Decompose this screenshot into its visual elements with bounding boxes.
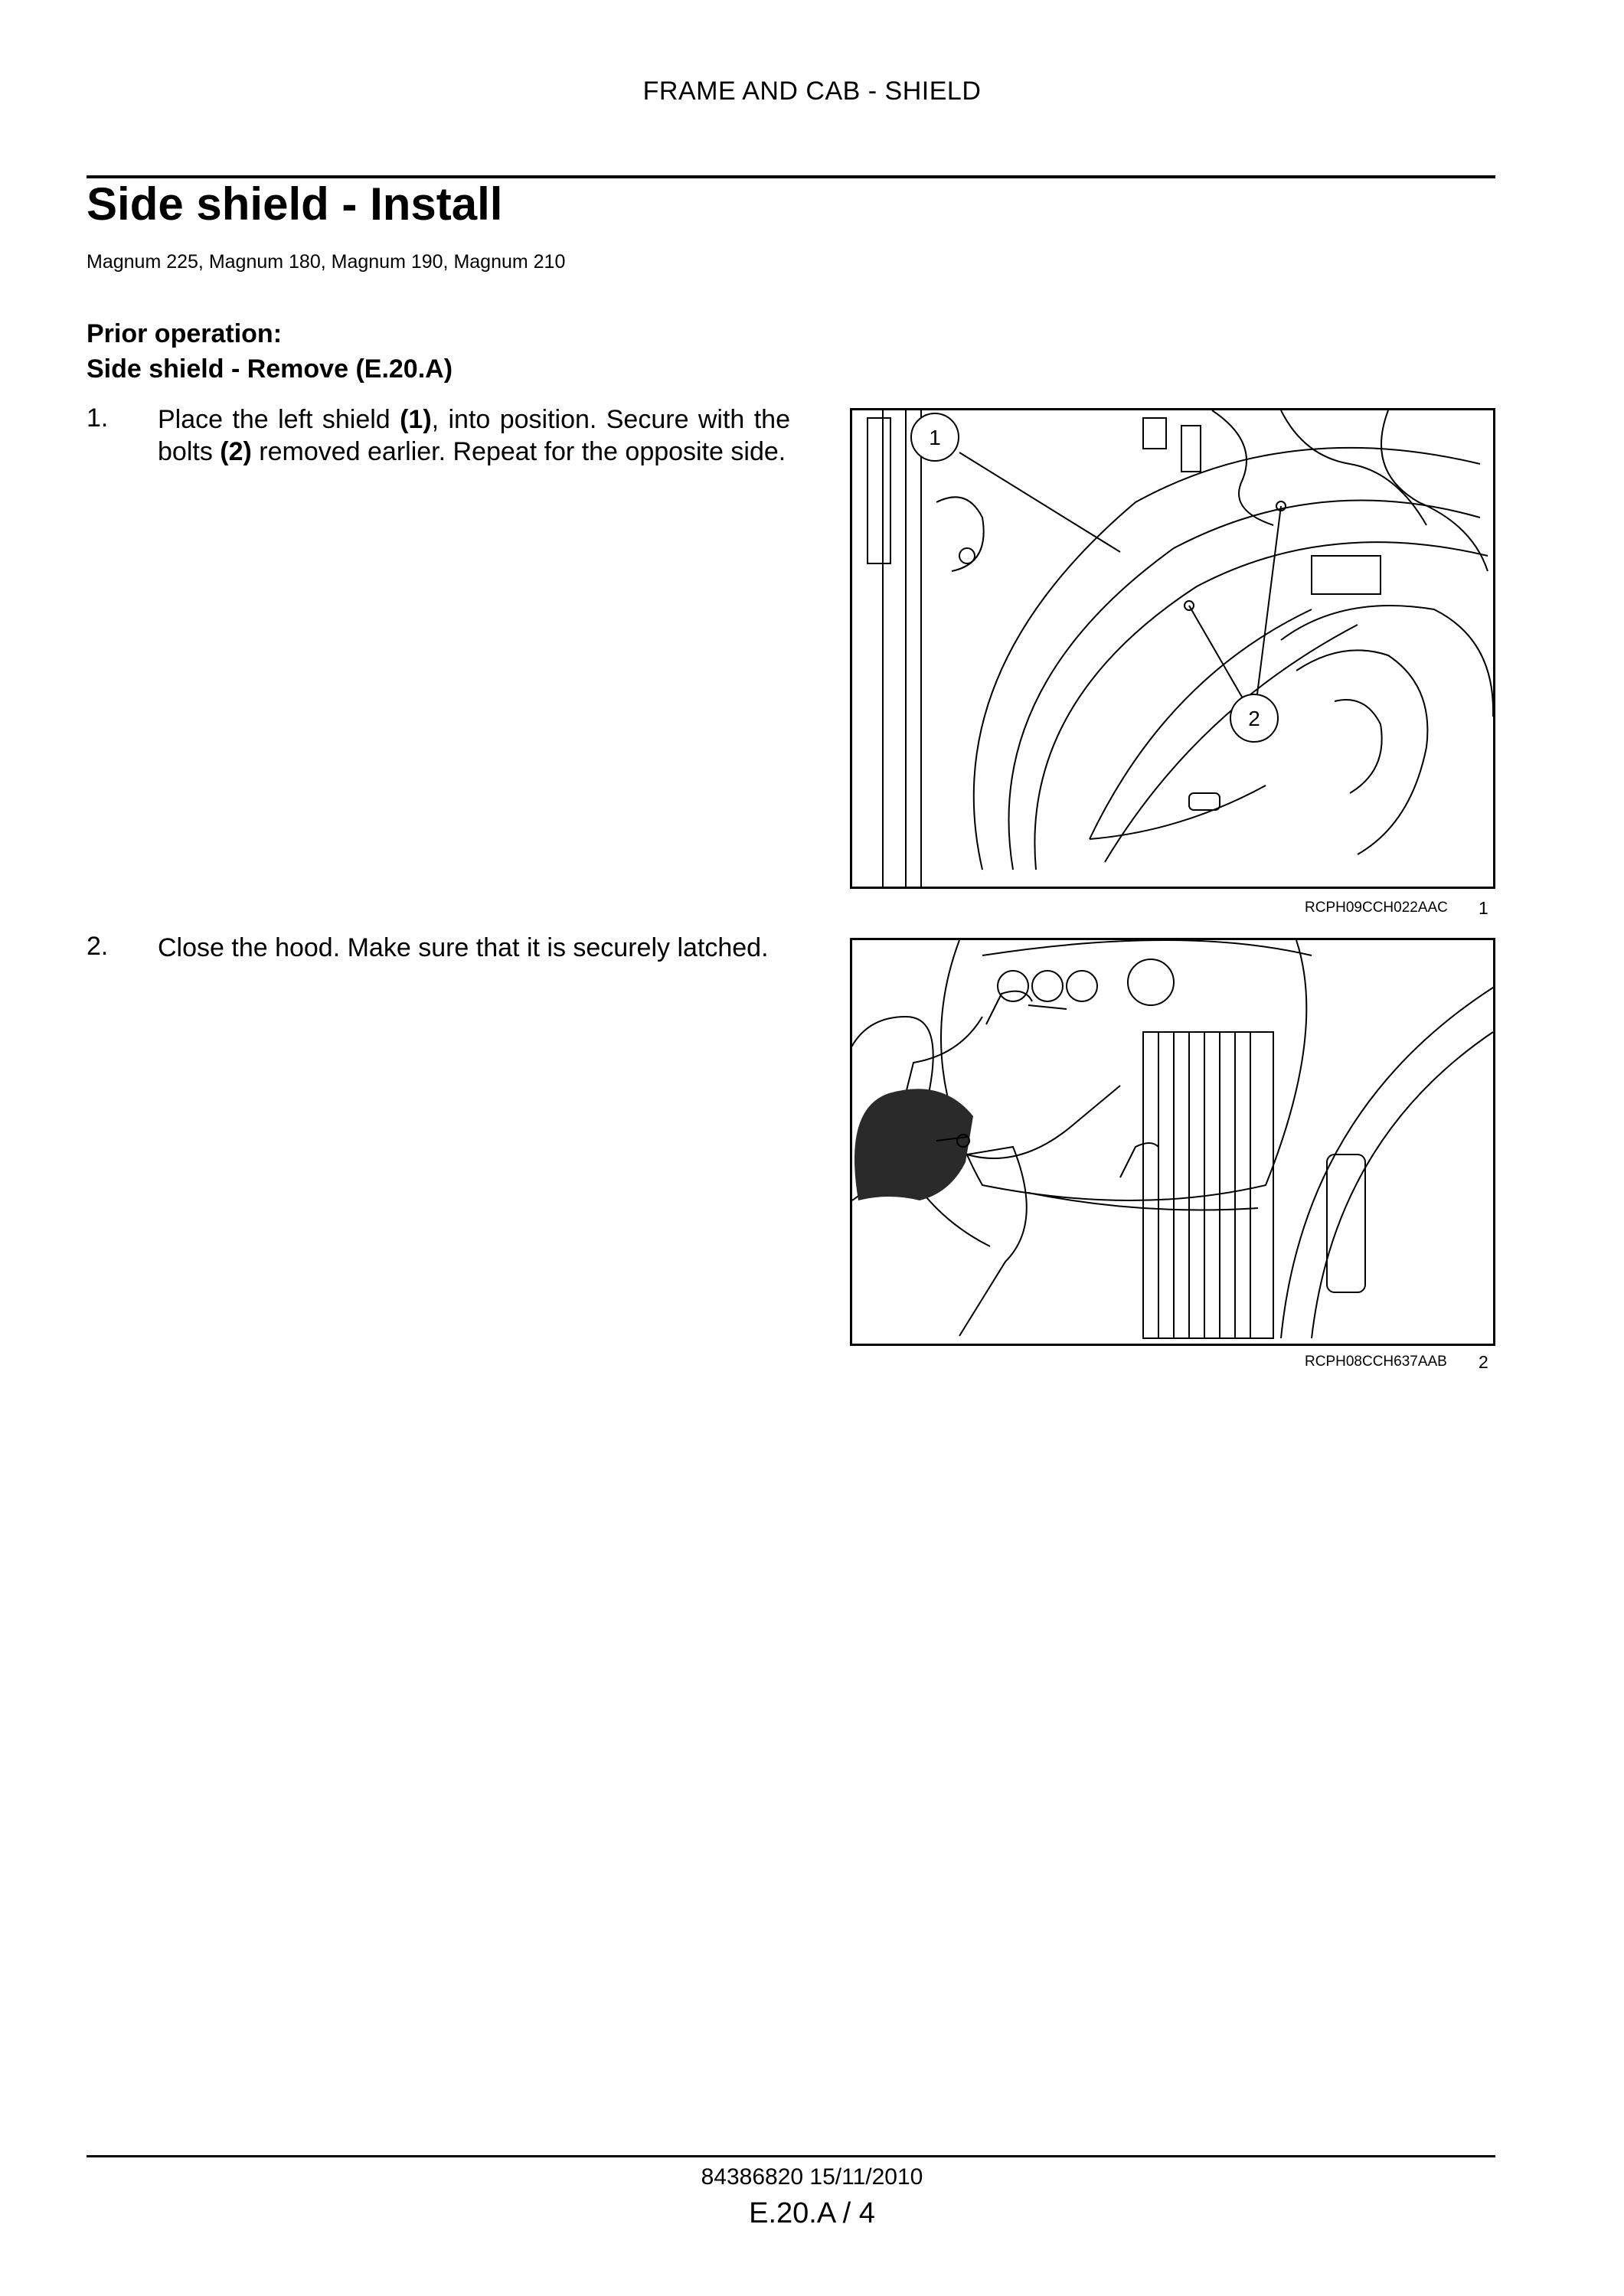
footer-document-date: 84386820 15/11/2010 (701, 2164, 923, 2190)
person-hair-shape (854, 1089, 973, 1200)
prior-operation-label: Prior operation: (87, 319, 283, 348)
figure-2-caption: RCPH08CCH637AAB (1305, 1354, 1447, 1370)
callout-1 (911, 413, 959, 461)
callout-ref-1: (1) (400, 405, 432, 434)
step-1-number: 1. (87, 403, 109, 433)
callout-ref-2: (2) (220, 437, 252, 466)
figure-1-side-shield (850, 408, 1495, 889)
prior-operation-link[interactable]: Side shield - Remove (E.20.A) (87, 354, 453, 384)
figure-1-caption: RCPH09CCH022AAC (1305, 900, 1448, 916)
step-2-number: 2. (87, 932, 109, 961)
figure-2-illustration (852, 940, 1493, 1344)
svg-text:1: 1 (929, 426, 941, 449)
step-2-text: Close the hood. Make sure that it is securely latched. (158, 933, 769, 962)
svg-text:2: 2 (1248, 707, 1260, 730)
figure-2-number: 2 (1479, 1352, 1488, 1372)
callout-2 (1230, 694, 1278, 742)
running-header: FRAME AND CAB - SHIELD (642, 77, 982, 106)
step-1-text: Place the left shield (1), into position. Secure with the bolts (2) removed earlier. Repeat for the opposite side. (158, 405, 790, 466)
footer-page-number: E.20.A / 4 (749, 2197, 875, 2229)
applicable-models: Magnum 225, Magnum 180, Magnum 190, Magnum 210 (87, 251, 566, 273)
figure-1-number: 1 (1479, 898, 1488, 918)
footer-rule (87, 2155, 1495, 2157)
prior-operation (87, 316, 453, 387)
figure-1-illustration (852, 410, 1493, 887)
section-title: Side shield - Install (87, 178, 503, 230)
figure-2-close-hood (850, 938, 1495, 1346)
